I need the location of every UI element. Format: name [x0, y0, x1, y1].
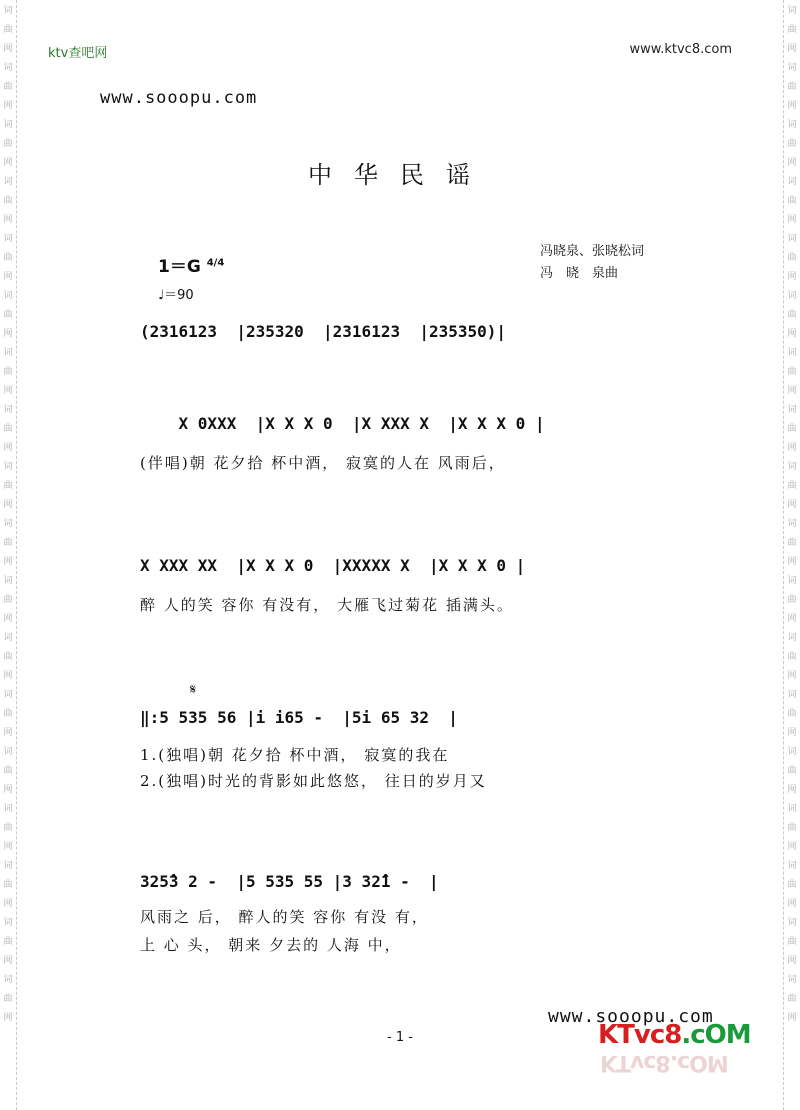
margin-glyph: 网 [3, 44, 13, 54]
margin-glyph: 曲 [3, 310, 13, 320]
margin-glyph: 网 [787, 899, 797, 909]
margin-glyph: 网 [3, 329, 13, 339]
header-left-link[interactable]: ktv查吧网 [48, 46, 108, 61]
margin-glyph: 词 [3, 576, 13, 586]
margin-glyph: 词 [787, 519, 797, 529]
margin-glyph: 词 [787, 462, 797, 472]
margin-glyph: 词 [3, 348, 13, 358]
margin-glyph: 网 [3, 158, 13, 168]
margin-glyph: 网 [787, 557, 797, 567]
margin-glyph: 网 [3, 443, 13, 453]
margin-glyph: 词 [3, 861, 13, 871]
page-number: - 1 - [387, 1030, 413, 1045]
margin-glyph: 网 [787, 215, 797, 225]
margin-glyph: 网 [787, 956, 797, 966]
lyric-row-verse-2: 醉 人的笑 容你 有没有， 大雁飞过菊花 插满头。 [140, 596, 514, 614]
lyric-row-verse-1: (伴唱)朝 花夕拾 杯中酒， 寂寞的人在 风雨后， [140, 454, 506, 472]
lyric-row-chorus-1a: 1.(独唱)朝 花夕拾 杯中酒， 寂寞的我在 [140, 746, 450, 764]
margin-glyph: 网 [787, 158, 797, 168]
margin-glyph: 词 [3, 747, 13, 757]
margin-glyph: 曲 [787, 367, 797, 377]
ktvc8-logo-reflection: KTvc8.cOM [600, 1050, 728, 1075]
margin-glyph: 曲 [3, 766, 13, 776]
margin-glyph: 曲 [3, 424, 13, 434]
margin-glyph: 曲 [787, 880, 797, 890]
margin-glyph: 网 [3, 728, 13, 738]
song-title: 中华民谣 [308, 161, 492, 189]
margin-glyph: 曲 [3, 823, 13, 833]
margin-glyph: 曲 [787, 709, 797, 719]
key-signature [158, 252, 224, 277]
margin-glyph: 词 [787, 6, 797, 16]
lyric-row-chorus-2b: 上 心 头， 朝来 夕去的 人海 中， [140, 936, 402, 954]
margin-glyph: 词 [787, 234, 797, 244]
margin-glyph: 网 [787, 614, 797, 624]
margin-glyph: 曲 [3, 595, 13, 605]
tempo-marking: ♩＝90 [158, 288, 194, 303]
margin-glyph: 词 [787, 747, 797, 757]
margin-glyph: 词 [787, 576, 797, 586]
notation-row-verse-2: X XXX XX |X X X 0 |XXXXX X |X X X 0 | [140, 556, 526, 575]
margin-glyph: 曲 [787, 82, 797, 92]
composer-credit: 冯 晓 泉曲 [540, 266, 619, 281]
time-signature: 4/4 [206, 257, 225, 269]
margin-glyph: 词 [3, 519, 13, 529]
watermark-top: www.sooopu.com [100, 88, 258, 108]
margin-glyph: 词 [3, 405, 13, 415]
margin-glyph: 网 [787, 329, 797, 339]
logo-part-2: .cOM [681, 1020, 751, 1050]
margin-glyph: 网 [3, 500, 13, 510]
margin-glyph: 网 [3, 956, 13, 966]
margin-glyph: 词 [3, 234, 13, 244]
margin-glyph: 曲 [3, 709, 13, 719]
margin-glyph: 曲 [3, 937, 13, 947]
margin-glyph: 词 [3, 918, 13, 928]
margin-glyph: 词 [787, 291, 797, 301]
margin-glyph: 曲 [787, 823, 797, 833]
margin-glyph: 网 [787, 500, 797, 510]
margin-glyph: 曲 [3, 880, 13, 890]
margin-glyph: 曲 [3, 652, 13, 662]
margin-glyph: 网 [3, 215, 13, 225]
lyric-row-chorus-2a: 风雨之 后， 醉人的笑 容你 有没 有， [140, 908, 429, 926]
margin-glyph: 曲 [787, 937, 797, 947]
margin-glyph: 网 [787, 101, 797, 111]
margin-glyph: 曲 [787, 481, 797, 491]
margin-glyph: 词 [3, 804, 13, 814]
margin-glyph: 曲 [787, 994, 797, 1004]
margin-glyph: 网 [3, 557, 13, 567]
margin-glyph: 网 [3, 386, 13, 396]
logo-part-1: KTvc8 [598, 1020, 682, 1050]
margin-glyph: 曲 [787, 766, 797, 776]
margin-glyph: 网 [787, 272, 797, 282]
watermark-bottom: www.sooopu.com [548, 1006, 714, 1027]
margin-glyph: 词 [787, 861, 797, 871]
margin-glyph: 曲 [787, 652, 797, 662]
margin-glyph: 词 [787, 918, 797, 928]
margin-glyph: 曲 [787, 139, 797, 149]
notation-row-chorus-2: 325̂3 2 - |5 535 55 |3 32̂1 - | [140, 872, 439, 891]
margin-glyph: 词 [3, 120, 13, 130]
margin-glyph: 词 [3, 462, 13, 472]
margin-glyph: 网 [787, 842, 797, 852]
margin-glyph: 词 [787, 348, 797, 358]
margin-glyph: 词 [3, 633, 13, 643]
header-right-link[interactable]: www.ktvc8.com [629, 42, 732, 57]
notation-row-verse-1: X 0XXX |X X X 0 |X XXX X |X X X 0 | [140, 414, 545, 433]
margin-glyph: 网 [3, 842, 13, 852]
lyric-row-chorus-1b: 2.(独唱)时光的背影如此悠悠， 往日的岁月又 [140, 772, 487, 790]
margin-glyph: 网 [787, 386, 797, 396]
margin-glyph: 曲 [3, 538, 13, 548]
margin-glyph: 曲 [787, 538, 797, 548]
margin-glyph: 曲 [787, 310, 797, 320]
margin-glyph: 网 [3, 671, 13, 681]
margin-glyph: 曲 [3, 367, 13, 377]
margin-glyph: 曲 [787, 253, 797, 263]
margin-glyph: 曲 [3, 481, 13, 491]
notation-row-chorus-1: ‖:5 535 56 |i i65 - |5i 65 32 | [140, 708, 458, 727]
notation-row-intro: (2316123 |235320 |2316123 |235350)| [140, 322, 507, 341]
key-label: 1＝G [158, 257, 201, 277]
margin-glyph: 词 [787, 690, 797, 700]
margin-glyph: 词 [787, 975, 797, 985]
margin-glyph: 网 [787, 443, 797, 453]
margin-glyph: 网 [787, 1013, 797, 1023]
margin-glyph: 词 [787, 633, 797, 643]
margin-glyph: 曲 [3, 82, 13, 92]
ktvc8-logo[interactable] [598, 1020, 751, 1050]
margin-glyph: 词 [787, 177, 797, 187]
segno-sign: 𝄋 [190, 682, 197, 698]
margin-glyph: 曲 [787, 595, 797, 605]
margin-glyph: 曲 [3, 139, 13, 149]
margin-glyph: 网 [787, 785, 797, 795]
margin-glyph: 网 [787, 671, 797, 681]
margin-glyph: 词 [3, 975, 13, 985]
margin-glyph: 词 [787, 804, 797, 814]
margin-glyph: 网 [3, 614, 13, 624]
margin-glyph: 曲 [3, 994, 13, 1004]
margin-glyph: 曲 [787, 424, 797, 434]
margin-glyph: 网 [787, 728, 797, 738]
margin-glyph: 曲 [787, 25, 797, 35]
margin-glyph: 曲 [3, 196, 13, 206]
margin-glyph: 词 [3, 63, 13, 73]
margin-glyph: 词 [787, 120, 797, 130]
margin-glyph: 曲 [787, 196, 797, 206]
margin-glyph: 网 [3, 272, 13, 282]
margin-glyph: 曲 [3, 253, 13, 263]
margin-glyph: 词 [3, 6, 13, 16]
margin-glyph: 词 [787, 405, 797, 415]
lyricist-credit: 冯晓泉、张晓松词 [540, 244, 645, 259]
margin-glyph: 网 [3, 101, 13, 111]
margin-glyph: 网 [787, 44, 797, 54]
margin-glyph: 词 [3, 291, 13, 301]
margin-glyph: 词 [787, 63, 797, 73]
margin-glyph: 词 [3, 690, 13, 700]
margin-glyph: 网 [3, 899, 13, 909]
margin-glyph: 网 [3, 785, 13, 795]
margin-glyph: 网 [3, 1013, 13, 1023]
margin-glyph: 曲 [3, 25, 13, 35]
margin-glyph: 词 [3, 177, 13, 187]
